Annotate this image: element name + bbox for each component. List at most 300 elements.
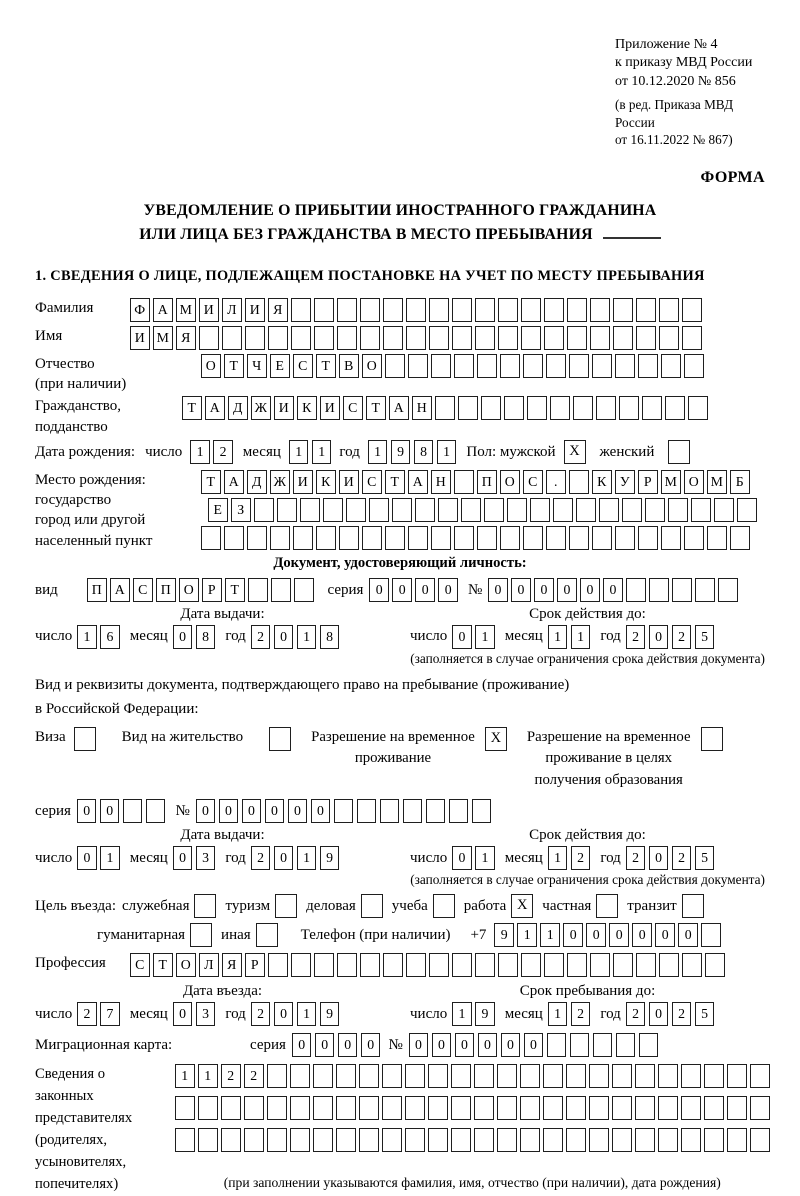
char-cell[interactable] xyxy=(408,526,428,550)
char-cell[interactable] xyxy=(336,1096,356,1120)
char-cell[interactable]: 0 xyxy=(478,1033,498,1057)
char-cell[interactable] xyxy=(290,1128,310,1152)
char-cell[interactable]: 2 xyxy=(213,440,233,464)
char-cell[interactable]: М xyxy=(153,326,173,350)
char-cell[interactable]: И xyxy=(245,298,265,322)
char-cell[interactable]: В xyxy=(339,354,359,378)
char-cell[interactable] xyxy=(613,298,633,322)
char-cell[interactable] xyxy=(704,1096,724,1120)
char-cell[interactable]: Ч xyxy=(247,354,267,378)
char-cell[interactable] xyxy=(681,1064,701,1088)
char-cell[interactable] xyxy=(498,298,518,322)
char-cell[interactable]: 2 xyxy=(626,625,646,649)
char-cell[interactable]: К xyxy=(592,470,612,494)
char-cell[interactable]: 2 xyxy=(77,1002,97,1026)
char-cell[interactable] xyxy=(682,298,702,322)
char-cell[interactable]: 5 xyxy=(695,846,715,870)
birth-place-line3-input[interactable] xyxy=(201,526,757,550)
char-cell[interactable] xyxy=(461,498,481,522)
residence-permit-checkbox[interactable] xyxy=(269,727,291,751)
char-cell[interactable]: 3 xyxy=(196,846,216,870)
char-cell[interactable]: 0 xyxy=(409,1033,429,1057)
char-cell[interactable]: 1 xyxy=(297,1002,317,1026)
char-cell[interactable] xyxy=(543,1064,563,1088)
char-cell[interactable] xyxy=(566,1096,586,1120)
char-cell[interactable] xyxy=(520,1064,540,1088)
purpose-transit-checkbox[interactable] xyxy=(682,894,704,918)
char-cell[interactable] xyxy=(175,1096,195,1120)
char-cell[interactable]: 0 xyxy=(173,846,193,870)
char-cell[interactable] xyxy=(520,1128,540,1152)
char-cell[interactable] xyxy=(405,1096,425,1120)
char-cell[interactable]: И xyxy=(339,470,359,494)
char-cell[interactable] xyxy=(383,326,403,350)
char-cell[interactable] xyxy=(543,1096,563,1120)
given-name-input[interactable] xyxy=(130,326,702,350)
char-cell[interactable] xyxy=(435,396,455,420)
char-cell[interactable]: 1 xyxy=(368,440,388,464)
char-cell[interactable] xyxy=(403,799,423,823)
char-cell[interactable] xyxy=(451,1096,471,1120)
char-cell[interactable] xyxy=(684,526,704,550)
char-cell[interactable]: Р xyxy=(202,578,222,602)
char-cell[interactable]: 0 xyxy=(511,578,531,602)
char-cell[interactable] xyxy=(254,498,274,522)
char-cell[interactable]: 0 xyxy=(265,799,285,823)
char-cell[interactable]: Б xyxy=(730,470,750,494)
char-cell[interactable] xyxy=(681,1128,701,1152)
char-cell[interactable] xyxy=(451,1064,471,1088)
sex-male-checkbox[interactable]: X xyxy=(564,440,586,464)
char-cell[interactable] xyxy=(589,1128,609,1152)
char-cell[interactable]: Т xyxy=(366,396,386,420)
char-cell[interactable] xyxy=(474,1064,494,1088)
migration-series-input[interactable] xyxy=(292,1033,381,1057)
char-cell[interactable] xyxy=(267,1096,287,1120)
char-cell[interactable]: 0 xyxy=(77,846,97,870)
char-cell[interactable] xyxy=(530,498,550,522)
char-cell[interactable] xyxy=(336,1064,356,1088)
representatives-line1-input[interactable] xyxy=(175,1064,770,1088)
char-cell[interactable]: Т xyxy=(385,470,405,494)
char-cell[interactable]: 2 xyxy=(672,1002,692,1026)
char-cell[interactable]: 1 xyxy=(452,1002,472,1026)
char-cell[interactable]: 0 xyxy=(557,578,577,602)
char-cell[interactable] xyxy=(658,1096,678,1120)
char-cell[interactable] xyxy=(429,298,449,322)
char-cell[interactable] xyxy=(201,526,221,550)
char-cell[interactable]: Т xyxy=(316,354,336,378)
char-cell[interactable]: Е xyxy=(270,354,290,378)
char-cell[interactable]: 9 xyxy=(320,1002,340,1026)
char-cell[interactable] xyxy=(636,326,656,350)
char-cell[interactable] xyxy=(429,326,449,350)
char-cell[interactable] xyxy=(244,1128,264,1152)
char-cell[interactable]: Р xyxy=(245,953,265,977)
char-cell[interactable] xyxy=(406,953,426,977)
char-cell[interactable] xyxy=(569,354,589,378)
char-cell[interactable] xyxy=(590,298,610,322)
char-cell[interactable] xyxy=(596,396,616,420)
char-cell[interactable] xyxy=(359,1128,379,1152)
char-cell[interactable] xyxy=(498,953,518,977)
char-cell[interactable]: 0 xyxy=(288,799,308,823)
char-cell[interactable]: 2 xyxy=(221,1064,241,1088)
char-cell[interactable] xyxy=(626,578,646,602)
char-cell[interactable] xyxy=(682,326,702,350)
char-cell[interactable] xyxy=(383,298,403,322)
char-cell[interactable]: Л xyxy=(199,953,219,977)
char-cell[interactable] xyxy=(268,326,288,350)
char-cell[interactable] xyxy=(590,953,610,977)
char-cell[interactable]: 0 xyxy=(173,625,193,649)
patronymic-input[interactable] xyxy=(201,354,704,378)
char-cell[interactable]: 0 xyxy=(452,625,472,649)
char-cell[interactable]: 0 xyxy=(580,578,600,602)
char-cell[interactable]: А xyxy=(153,298,173,322)
char-cell[interactable]: 0 xyxy=(274,625,294,649)
char-cell[interactable]: Т xyxy=(153,953,173,977)
char-cell[interactable] xyxy=(567,953,587,977)
char-cell[interactable] xyxy=(406,326,426,350)
char-cell[interactable]: З xyxy=(231,498,251,522)
entry-month-input[interactable] xyxy=(173,1002,216,1026)
char-cell[interactable] xyxy=(507,498,527,522)
char-cell[interactable] xyxy=(316,526,336,550)
char-cell[interactable]: 1 xyxy=(540,923,560,947)
profession-input[interactable] xyxy=(130,953,725,977)
purpose-humanitarian-checkbox[interactable] xyxy=(190,923,212,947)
char-cell[interactable] xyxy=(567,298,587,322)
char-cell[interactable] xyxy=(362,526,382,550)
char-cell[interactable] xyxy=(612,1064,632,1088)
char-cell[interactable] xyxy=(475,953,495,977)
identity-valid-month-input[interactable] xyxy=(548,625,591,649)
migration-number-input[interactable] xyxy=(409,1033,659,1057)
char-cell[interactable] xyxy=(451,1128,471,1152)
char-cell[interactable] xyxy=(406,298,426,322)
char-cell[interactable] xyxy=(431,354,451,378)
char-cell[interactable]: К xyxy=(297,396,317,420)
char-cell[interactable]: Ф xyxy=(130,298,150,322)
char-cell[interactable] xyxy=(569,526,589,550)
char-cell[interactable]: 0 xyxy=(196,799,216,823)
char-cell[interactable]: 0 xyxy=(315,1033,335,1057)
char-cell[interactable]: 8 xyxy=(196,625,216,649)
char-cell[interactable] xyxy=(521,326,541,350)
char-cell[interactable]: С xyxy=(523,470,543,494)
char-cell[interactable]: 2 xyxy=(251,625,271,649)
char-cell[interactable] xyxy=(382,1128,402,1152)
char-cell[interactable] xyxy=(334,799,354,823)
char-cell[interactable]: 1 xyxy=(190,440,210,464)
char-cell[interactable] xyxy=(661,526,681,550)
char-cell[interactable]: 1 xyxy=(312,440,332,464)
char-cell[interactable] xyxy=(415,498,435,522)
char-cell[interactable] xyxy=(659,326,679,350)
char-cell[interactable] xyxy=(520,1096,540,1120)
char-cell[interactable]: Я xyxy=(222,953,242,977)
char-cell[interactable]: У xyxy=(615,470,635,494)
char-cell[interactable] xyxy=(639,1033,659,1057)
char-cell[interactable]: А xyxy=(205,396,225,420)
char-cell[interactable] xyxy=(730,526,750,550)
char-cell[interactable]: 0 xyxy=(649,1002,669,1026)
char-cell[interactable] xyxy=(271,578,291,602)
char-cell[interactable] xyxy=(175,1128,195,1152)
char-cell[interactable] xyxy=(544,298,564,322)
char-cell[interactable]: Р xyxy=(638,470,658,494)
char-cell[interactable] xyxy=(659,298,679,322)
char-cell[interactable] xyxy=(682,953,702,977)
char-cell[interactable] xyxy=(300,498,320,522)
char-cell[interactable] xyxy=(449,799,469,823)
char-cell[interactable]: 0 xyxy=(242,799,262,823)
char-cell[interactable]: 0 xyxy=(432,1033,452,1057)
char-cell[interactable] xyxy=(290,1096,310,1120)
char-cell[interactable]: 1 xyxy=(475,625,495,649)
char-cell[interactable] xyxy=(221,1128,241,1152)
char-cell[interactable]: 2 xyxy=(626,1002,646,1026)
char-cell[interactable]: Н xyxy=(431,470,451,494)
char-cell[interactable]: 8 xyxy=(414,440,434,464)
citizenship-input[interactable] xyxy=(182,396,708,420)
char-cell[interactable] xyxy=(701,923,721,947)
char-cell[interactable]: 1 xyxy=(297,846,317,870)
char-cell[interactable] xyxy=(323,498,343,522)
char-cell[interactable]: 7 xyxy=(100,1002,120,1026)
char-cell[interactable] xyxy=(638,354,658,378)
char-cell[interactable] xyxy=(360,953,380,977)
char-cell[interactable] xyxy=(613,326,633,350)
purpose-official-checkbox[interactable] xyxy=(194,894,216,918)
char-cell[interactable] xyxy=(454,354,474,378)
char-cell[interactable] xyxy=(346,498,366,522)
char-cell[interactable]: А xyxy=(110,578,130,602)
char-cell[interactable]: 1 xyxy=(437,440,457,464)
residence-valid-month-input[interactable] xyxy=(548,846,591,870)
char-cell[interactable]: 0 xyxy=(274,846,294,870)
char-cell[interactable] xyxy=(546,354,566,378)
residence-issue-year-input[interactable] xyxy=(251,846,340,870)
char-cell[interactable] xyxy=(727,1128,747,1152)
char-cell[interactable] xyxy=(649,578,669,602)
char-cell[interactable] xyxy=(382,1064,402,1088)
char-cell[interactable] xyxy=(245,326,265,350)
char-cell[interactable]: Т xyxy=(182,396,202,420)
char-cell[interactable] xyxy=(704,1128,724,1152)
char-cell[interactable]: 2 xyxy=(251,1002,271,1026)
char-cell[interactable] xyxy=(314,326,334,350)
char-cell[interactable] xyxy=(484,498,504,522)
char-cell[interactable] xyxy=(359,1096,379,1120)
char-cell[interactable] xyxy=(294,578,314,602)
char-cell[interactable] xyxy=(426,799,446,823)
birth-month-input[interactable] xyxy=(289,440,332,464)
char-cell[interactable] xyxy=(337,326,357,350)
char-cell[interactable] xyxy=(429,953,449,977)
char-cell[interactable] xyxy=(438,498,458,522)
char-cell[interactable] xyxy=(547,1033,567,1057)
char-cell[interactable] xyxy=(576,498,596,522)
identity-valid-year-input[interactable] xyxy=(626,625,715,649)
representatives-line3-input[interactable] xyxy=(175,1128,770,1152)
char-cell[interactable] xyxy=(704,1064,724,1088)
char-cell[interactable]: 0 xyxy=(100,799,120,823)
doc-number-input[interactable] xyxy=(488,578,738,602)
char-cell[interactable] xyxy=(198,1096,218,1120)
identity-issue-month-input[interactable] xyxy=(173,625,216,649)
char-cell[interactable]: 0 xyxy=(452,846,472,870)
char-cell[interactable] xyxy=(293,526,313,550)
char-cell[interactable] xyxy=(544,326,564,350)
char-cell[interactable] xyxy=(360,326,380,350)
char-cell[interactable]: С xyxy=(362,470,382,494)
birth-place-line2-input[interactable] xyxy=(208,498,757,522)
char-cell[interactable] xyxy=(277,498,297,522)
identity-issue-year-input[interactable] xyxy=(251,625,340,649)
doc-kind-input[interactable] xyxy=(87,578,314,602)
char-cell[interactable] xyxy=(543,1128,563,1152)
char-cell[interactable] xyxy=(267,1128,287,1152)
char-cell[interactable] xyxy=(221,1096,241,1120)
char-cell[interactable] xyxy=(247,526,267,550)
char-cell[interactable]: 0 xyxy=(655,923,675,947)
char-cell[interactable] xyxy=(592,526,612,550)
residence-issue-day-input[interactable] xyxy=(77,846,120,870)
char-cell[interactable] xyxy=(658,1064,678,1088)
birth-place-line1-input[interactable] xyxy=(201,470,757,494)
char-cell[interactable] xyxy=(691,498,711,522)
char-cell[interactable]: О xyxy=(500,470,520,494)
char-cell[interactable]: 1 xyxy=(475,846,495,870)
char-cell[interactable] xyxy=(521,298,541,322)
char-cell[interactable]: 2 xyxy=(251,846,271,870)
char-cell[interactable] xyxy=(475,326,495,350)
char-cell[interactable] xyxy=(270,526,290,550)
char-cell[interactable]: Я xyxy=(268,298,288,322)
char-cell[interactable]: 1 xyxy=(548,846,568,870)
char-cell[interactable] xyxy=(589,1096,609,1120)
char-cell[interactable] xyxy=(454,470,474,494)
char-cell[interactable]: 2 xyxy=(672,625,692,649)
char-cell[interactable] xyxy=(475,298,495,322)
char-cell[interactable]: А xyxy=(389,396,409,420)
char-cell[interactable] xyxy=(705,953,725,977)
char-cell[interactable] xyxy=(589,1064,609,1088)
char-cell[interactable] xyxy=(408,354,428,378)
char-cell[interactable] xyxy=(672,578,692,602)
char-cell[interactable]: Л xyxy=(222,298,242,322)
char-cell[interactable] xyxy=(553,498,573,522)
char-cell[interactable] xyxy=(369,498,389,522)
surname-input[interactable] xyxy=(130,298,702,322)
char-cell[interactable]: М xyxy=(661,470,681,494)
char-cell[interactable] xyxy=(636,953,656,977)
char-cell[interactable] xyxy=(622,498,642,522)
char-cell[interactable] xyxy=(337,953,357,977)
char-cell[interactable]: 2 xyxy=(571,1002,591,1026)
char-cell[interactable]: Я xyxy=(176,326,196,350)
char-cell[interactable] xyxy=(380,799,400,823)
char-cell[interactable] xyxy=(477,354,497,378)
doc-series-input[interactable] xyxy=(369,578,458,602)
char-cell[interactable]: 9 xyxy=(494,923,514,947)
char-cell[interactable]: 2 xyxy=(244,1064,264,1088)
char-cell[interactable] xyxy=(454,526,474,550)
char-cell[interactable] xyxy=(615,354,635,378)
char-cell[interactable]: 1 xyxy=(175,1064,195,1088)
char-cell[interactable] xyxy=(314,953,334,977)
char-cell[interactable] xyxy=(472,799,492,823)
sex-female-checkbox[interactable] xyxy=(668,440,690,464)
char-cell[interactable] xyxy=(521,953,541,977)
char-cell[interactable] xyxy=(428,1128,448,1152)
char-cell[interactable] xyxy=(665,396,685,420)
char-cell[interactable] xyxy=(428,1096,448,1120)
char-cell[interactable] xyxy=(337,298,357,322)
stay-month-input[interactable] xyxy=(548,1002,591,1026)
char-cell[interactable]: 0 xyxy=(219,799,239,823)
char-cell[interactable] xyxy=(313,1096,333,1120)
char-cell[interactable]: 0 xyxy=(77,799,97,823)
char-cell[interactable]: Е xyxy=(208,498,228,522)
char-cell[interactable] xyxy=(405,1064,425,1088)
char-cell[interactable] xyxy=(504,396,524,420)
char-cell[interactable]: 5 xyxy=(695,625,715,649)
char-cell[interactable]: А xyxy=(224,470,244,494)
char-cell[interactable]: 0 xyxy=(311,799,331,823)
char-cell[interactable] xyxy=(291,326,311,350)
char-cell[interactable] xyxy=(474,1128,494,1152)
char-cell[interactable] xyxy=(615,526,635,550)
char-cell[interactable] xyxy=(497,1128,517,1152)
char-cell[interactable] xyxy=(590,326,610,350)
char-cell[interactable]: 0 xyxy=(534,578,554,602)
char-cell[interactable] xyxy=(339,526,359,550)
char-cell[interactable]: Д xyxy=(228,396,248,420)
char-cell[interactable]: О xyxy=(179,578,199,602)
char-cell[interactable] xyxy=(707,526,727,550)
edu-permit-checkbox[interactable] xyxy=(701,727,723,751)
char-cell[interactable]: К xyxy=(316,470,336,494)
char-cell[interactable]: 1 xyxy=(77,625,97,649)
char-cell[interactable]: И xyxy=(130,326,150,350)
char-cell[interactable] xyxy=(291,298,311,322)
char-cell[interactable]: 0 xyxy=(173,1002,193,1026)
purpose-tourism-checkbox[interactable] xyxy=(275,894,297,918)
char-cell[interactable]: 1 xyxy=(198,1064,218,1088)
char-cell[interactable]: 0 xyxy=(438,578,458,602)
char-cell[interactable]: 9 xyxy=(391,440,411,464)
char-cell[interactable] xyxy=(569,470,589,494)
char-cell[interactable]: 0 xyxy=(361,1033,381,1057)
char-cell[interactable] xyxy=(642,396,662,420)
char-cell[interactable]: 0 xyxy=(415,578,435,602)
char-cell[interactable] xyxy=(497,1064,517,1088)
char-cell[interactable] xyxy=(681,1096,701,1120)
char-cell[interactable] xyxy=(613,953,633,977)
residence-valid-day-input[interactable] xyxy=(452,846,495,870)
purpose-study-checkbox[interactable] xyxy=(433,894,455,918)
char-cell[interactable] xyxy=(619,396,639,420)
char-cell[interactable]: 1 xyxy=(571,625,591,649)
identity-valid-day-input[interactable] xyxy=(452,625,495,649)
residence-issue-month-input[interactable] xyxy=(173,846,216,870)
char-cell[interactable]: 0 xyxy=(563,923,583,947)
char-cell[interactable]: 1 xyxy=(548,1002,568,1026)
char-cell[interactable]: 0 xyxy=(609,923,629,947)
